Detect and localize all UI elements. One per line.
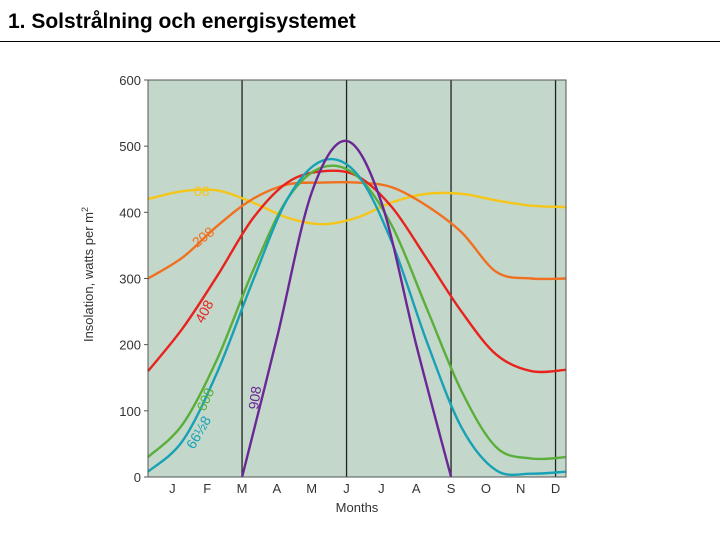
x-tick-label: J <box>343 481 350 496</box>
y-tick-label: 300 <box>119 271 141 287</box>
x-tick-label: M <box>306 481 318 496</box>
x-tick-label: M <box>236 481 248 496</box>
series-label-4: 66½8 <box>182 413 215 452</box>
y-axis-title-superscript: 2 <box>80 206 90 212</box>
y-tick-label: 400 <box>119 205 141 221</box>
series-label-5: 908 <box>245 385 265 411</box>
plot-background <box>148 80 566 477</box>
y-axis-ticks <box>119 73 148 485</box>
x-tick-label: A <box>411 481 421 496</box>
x-tick-label: A <box>272 481 282 496</box>
x-tick-label: J <box>378 481 385 496</box>
y-tick-label: 100 <box>119 403 141 419</box>
y-tick-label: 600 <box>119 73 141 88</box>
x-tick-label: O <box>480 481 491 496</box>
y-tick-label: 200 <box>119 337 141 353</box>
x-tick-label: S <box>446 481 456 496</box>
series-label-3: 608 <box>193 385 218 414</box>
x-tick-label: J <box>169 481 176 496</box>
x-axis-ticks <box>169 481 560 496</box>
x-tick-label: D <box>550 481 561 496</box>
slide-title: 1. Solstrålning och energisystemet <box>8 10 356 33</box>
y-tick-label: 500 <box>119 139 141 155</box>
x-tick-label: N <box>516 481 526 496</box>
y-axis-title <box>80 207 96 342</box>
x-tick-label: F <box>203 481 212 496</box>
series-label-1: 208 <box>188 223 218 251</box>
series-label-0: 08 <box>194 183 210 199</box>
y-axis-title-text: Insolation, watts per m <box>81 211 96 343</box>
series-label-2: 408 <box>191 297 217 326</box>
x-axis-title: Months <box>335 500 379 515</box>
y-tick-label: 0 <box>133 470 141 485</box>
